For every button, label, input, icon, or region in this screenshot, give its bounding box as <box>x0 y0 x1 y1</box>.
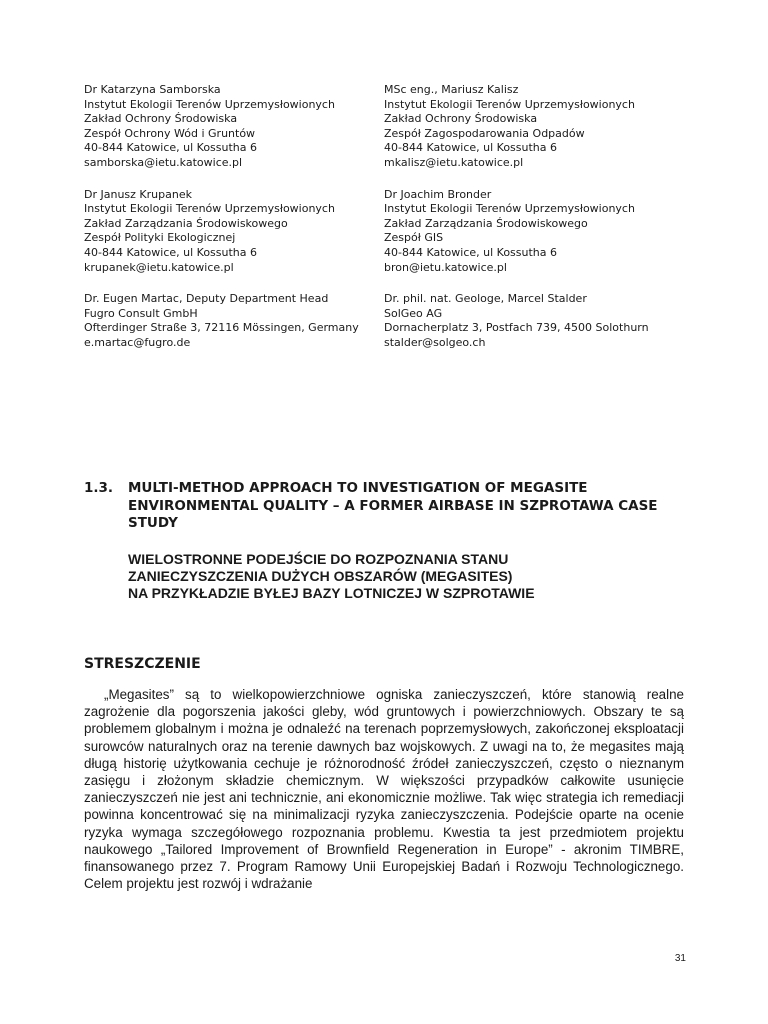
page-number: 31 <box>674 953 686 964</box>
author-row <box>84 188 684 276</box>
author-row <box>84 83 684 171</box>
author-department: Zakład Zarządzania Środowiskowego <box>84 216 288 230</box>
section-title: STRESZCZENIE <box>84 656 201 672</box>
author-name: Dr. Eugen Martac, Deputy Department Head <box>84 292 329 306</box>
author-block <box>84 292 384 350</box>
author-block <box>384 292 684 350</box>
author-email: mkalisz@ietu.katowice.pl <box>384 155 524 169</box>
author-email: bron@ietu.katowice.pl <box>384 260 507 274</box>
author-company: Fugro Consult GmbH <box>84 306 198 320</box>
chapter-title-polish <box>128 551 684 603</box>
author-block <box>384 188 684 276</box>
chapter-title-polish-line: NA PRZYKŁADZIE BYŁEJ BAZY LOTNICZEJ W SZPROTAWIE <box>128 584 535 601</box>
author-institute: Instytut Ekologii Terenów Uprzemysłowionych <box>84 97 335 111</box>
author-name: Dr Janusz Krupanek <box>84 187 192 201</box>
author-department: Zakład Ochrony Środowiska <box>384 112 538 126</box>
author-address: 40-844 Katowice, ul Kossutha 6 <box>384 141 557 155</box>
author-block <box>84 83 384 171</box>
author-email: krupanek@ietu.katowice.pl <box>84 260 234 274</box>
author-company: SolGeo AG <box>384 306 443 320</box>
author-name: Dr Joachim Bronder <box>384 187 492 201</box>
author-team: Zespół Zagospodarowania Odpadów <box>384 126 585 140</box>
author-team: Zespół GIS <box>384 231 444 245</box>
author-institute: Instytut Ekologii Terenów Uprzemysłowionych <box>384 97 635 111</box>
author-name: Dr. phil. nat. Geologe, Marcel Stalder <box>384 292 587 306</box>
author-email: stalder@solgeo.ch <box>384 335 486 349</box>
author-department: Zakład Ochrony Środowiska <box>84 112 238 126</box>
chapter-number: 1.3. <box>84 480 114 496</box>
author-team: Zespół Polityki Ekologicznej <box>84 231 236 245</box>
author-name: MSc eng., Mariusz Kalisz <box>384 83 519 96</box>
author-department: Zakład Zarządzania Środowiskowego <box>384 216 588 230</box>
author-team: Zespół Ochrony Wód i Gruntów <box>84 126 256 140</box>
chapter-heading-english <box>84 480 684 533</box>
author-block <box>84 188 384 276</box>
author-name: Dr Katarzyna Samborska <box>84 83 221 96</box>
author-email: samborska@ietu.katowice.pl <box>84 155 243 169</box>
author-institute: Instytut Ekologii Terenów Uprzemysłowionych <box>84 202 335 216</box>
author-address: 40-844 Katowice, ul Kossutha 6 <box>84 245 257 259</box>
chapter-title-english: MULTI-METHOD APPROACH TO INVESTIGATION OF MEGASITE ENVIRONMENTAL QUALITY – A FORMER AIRBASE IN SZPROTAWA CASE STUDY <box>128 480 658 531</box>
author-address: 40-844 Katowice, ul Kossutha 6 <box>84 141 257 155</box>
abstract-paragraph: „Megasites” są to wielkopowierzchniowe ogniska zanieczyszczeń, które stanowią realne zagrożenie dla pogorszenia jakości gleby, wód gruntowych i powierzchniowych. Obszary te są problemem globalnym i można je odnaleźć na terenach poprzemysłowych, zakończonej eksploatacji surowców naturalnych oraz na terenie dawnych baz wojskowych. Z uwagi na to, że megasites mają długą historię użytkowania cechuje je różnorodność źródeł zanieczyszczeń, często o nieznanym zasięgu i złożonym składzie chemicznym. W większości przypadków całkowite usunięcie zanieczyszczeń nie jest ani technicznie, ani ekonomicznie możliwe. Tak więc strategia ich remediacji powinna koncentrować się na minimalizacji ryzyka zanieczyszczenia. Podejście oparte na ocenie ryzyka wymaga szczegółowego rozpoznania problemu. Kwestia ta jest przedmiotem projektu naukowego „Tailored Improvement of Brownfield Regeneration in Europe” - akronim TIMBRE, finansowanego przez 7. Program Ramowy Unii Europejskiej Badań i Rozwoju Technologicznego. Celem projektu jest rozwój i wdrażanie <box>84 687 684 892</box>
author-affiliations <box>84 83 684 368</box>
author-institute: Instytut Ekologii Terenów Uprzemysłowionych <box>384 202 635 216</box>
chapter-heading <box>84 480 684 602</box>
author-email: e.martac@fugro.de <box>84 335 191 349</box>
author-block <box>384 83 684 171</box>
author-address: Dornacherplatz 3, Postfach 739, 4500 Solothurn <box>384 321 649 335</box>
author-address: 40-844 Katowice, ul Kossutha 6 <box>384 245 557 259</box>
author-address: Ofterdinger Straße 3, 72116 Mössingen, Germany <box>84 321 359 335</box>
author-row <box>84 292 684 350</box>
chapter-title-polish-line: WIELOSTRONNE PODEJŚCIE DO ROZPOZNANIA STANU <box>128 550 509 567</box>
chapter-title-polish-line: ZANIECZYSZCZENIA DUŻYCH OBSZARÓW (MEGASITES) <box>128 567 513 584</box>
